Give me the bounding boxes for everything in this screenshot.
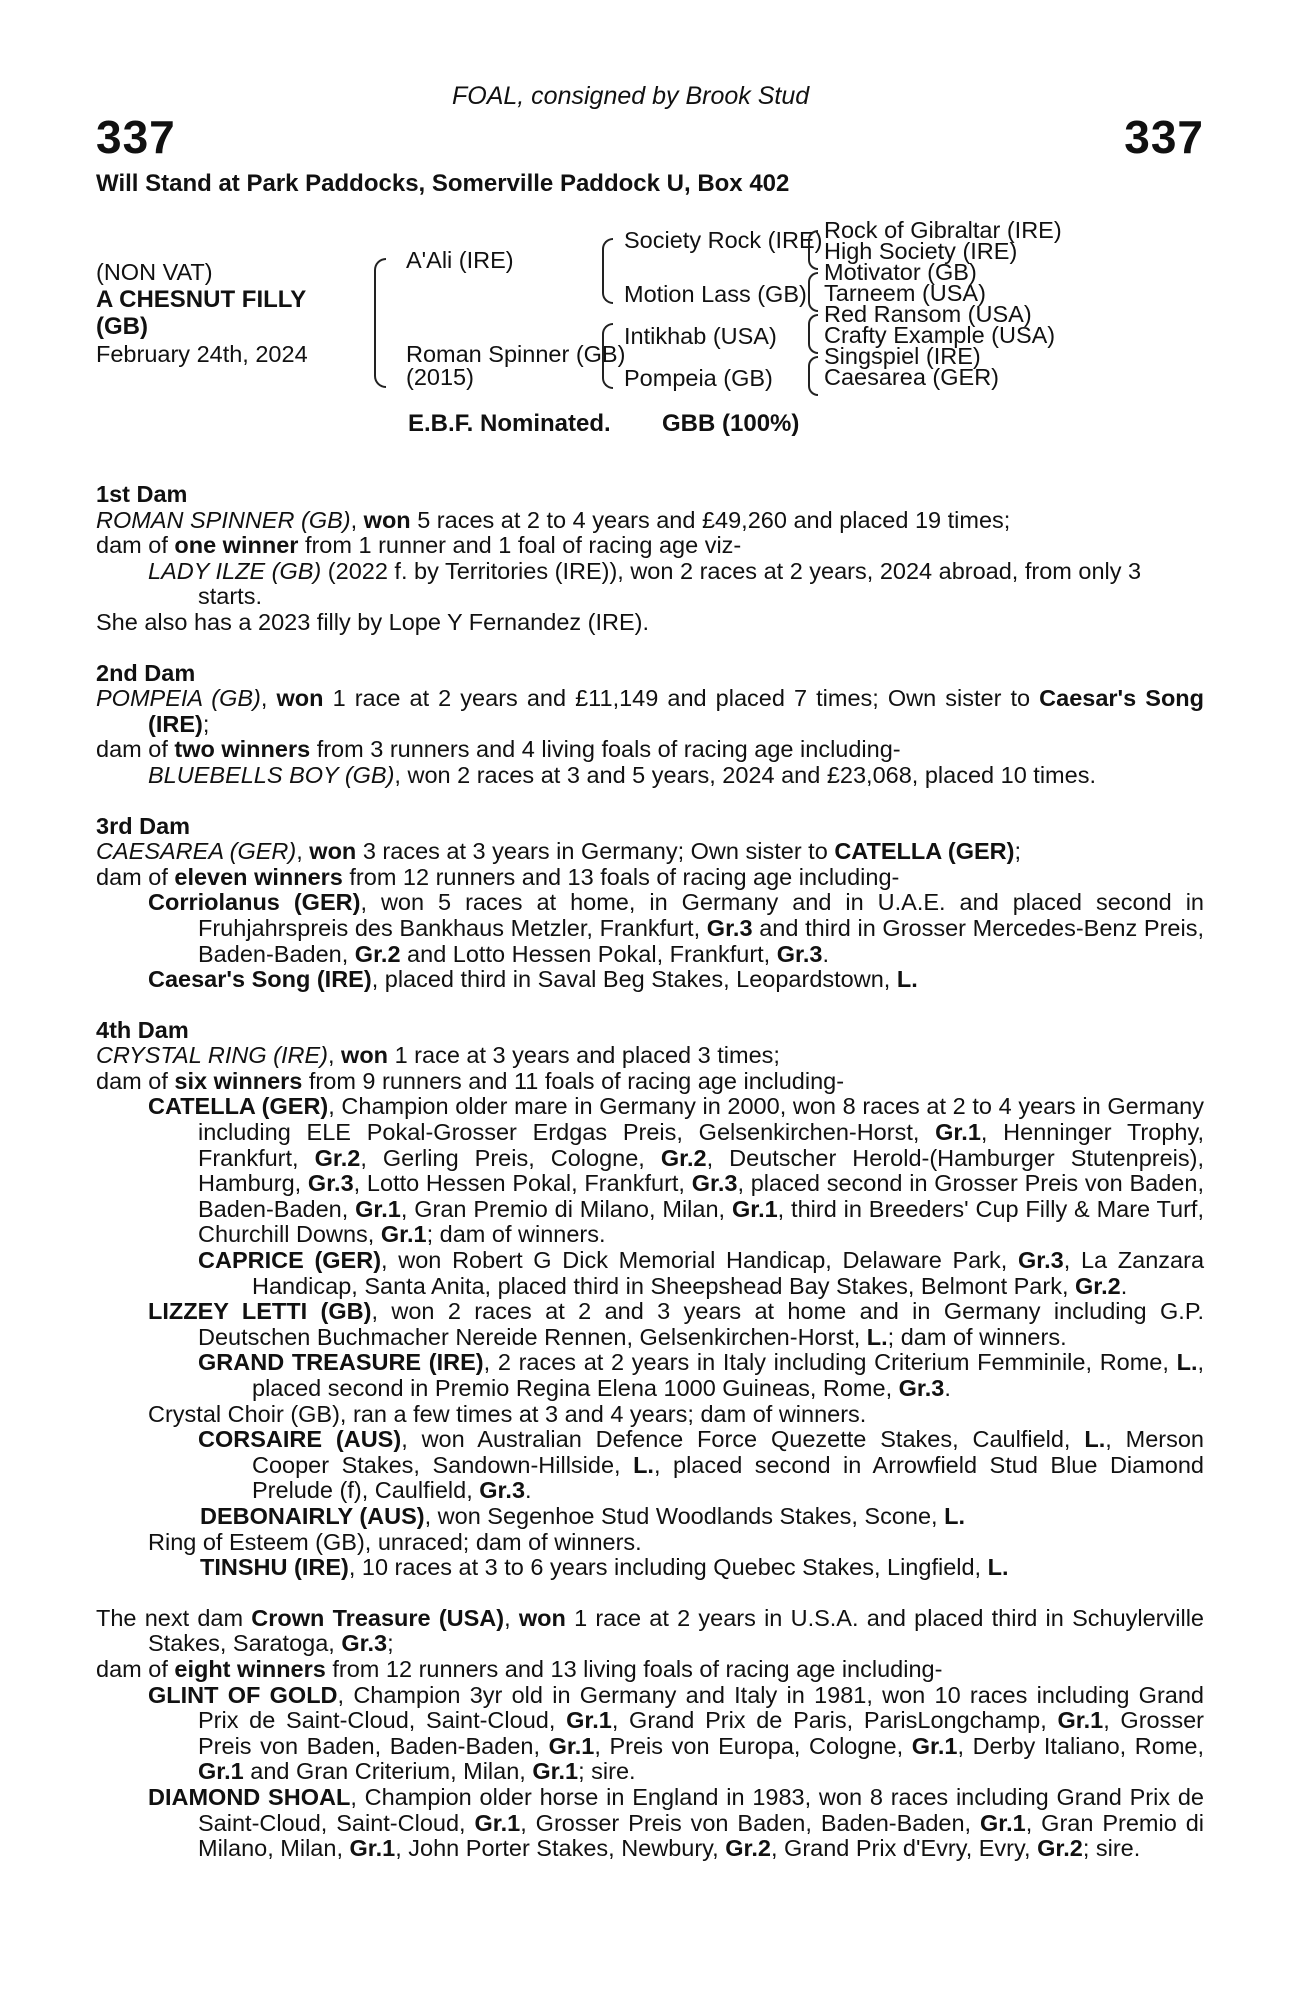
produce-corsaire: CORSAIRE (AUS), won Australian Defence Force Quezette Stakes, Caulfield, L., Merson Cooper Stakes, Sandown-Hillside, L., placed second in Arrowfield Stud Blue Diamond Prelude (f), Caulfield, Gr.3. <box>198 1426 1204 1504</box>
horse-name: A CHESNUT FILLY <box>96 286 307 313</box>
brace-g1 <box>808 230 818 270</box>
gg-8: Caesarea (GER) <box>824 364 999 390</box>
third-dam-title: 3rd Dam <box>96 812 191 839</box>
brace-g4 <box>808 356 818 396</box>
dam: Roman Spinner (GB) <box>406 341 626 367</box>
third-dam-produce: dam of eleven winners from 12 runners and 13 foals of racing age including- <box>96 863 900 890</box>
gg-1: Rock of Gibraltar (IRE) <box>824 217 1062 243</box>
gbb-status: GBB (100%) <box>662 410 800 437</box>
produce-tinshu: TINSHU (IRE), 10 races at 3 to 6 years including Quebec Stakes, Lingfield, L. <box>200 1554 1009 1581</box>
produce-corriolanus: Corriolanus (GER), won 5 races at home, in Germany and in U.A.E. and placed second in Fruhjahrspreis des Bankhaus Metzler, Frankfurt, Gr.3 and third in Grosser Mercedes-Benz Preis, Baden-Baden, Gr.2 and Lotto Hessen Pokal, Frankfurt, Gr.3. <box>148 889 1205 967</box>
gg-7: Singspiel (IRE) <box>824 343 981 369</box>
gg-5: Red Ransom (USA) <box>824 301 1032 327</box>
gg-4: Tarneem (USA) <box>824 280 986 306</box>
second-dam-text: POMPEIA (GB), won 1 race at 2 years and £11,149 and placed 7 times; Own sister to Caesar's Song (IRE); <box>96 685 1205 737</box>
lot-number-left: 337 <box>96 111 176 163</box>
dam-year: (2015) <box>406 364 474 390</box>
brace-gen1 <box>374 258 386 388</box>
produce-grand-treasure: GRAND TREASURE (IRE), 2 races at 2 years in Italy including Criterium Femminile, Rome, L., placed second in Premio Regina Elena 1000 Guineas, Rome, Gr.3. <box>198 1349 1205 1401</box>
lot-number-right: 337 <box>1124 111 1204 163</box>
produce-catella: CATELLA (GER), Champion older mare in Germany in 2000, won 8 races at 2 to 4 years in Germany including ELE Pokal-Grosser Erdgas Preis, Gelsenkirchen-Horst, Gr.1, Henninger Trophy, Frankfurt, Gr.2, Gerling Preis, Cologne, Gr.2, Deutscher Herold-(Hamburger Stutenpreis), Hamburg, Gr.3, Lotto Hessen Pokal, Frankfurt, Gr.3, placed second in Grosser Preis von Baden, Baden-Baden, Gr.1, Gran Premio di Milano, Milan, Gr.1, third in Breeders' Cup Filly & Mare Turf, Churchill Downs, Gr.1; dam of winners. <box>148 1093 1205 1248</box>
produce-caesars-song: Caesar's Song (IRE), placed third in Saval Beg Stakes, Leopardstown, L. <box>148 966 918 993</box>
gg-6: Crafty Example (USA) <box>824 322 1056 348</box>
produce-debonairly: DEBONAIRLY (AUS), won Segenhoe Stud Woodlands Stakes, Scone, L. <box>200 1502 966 1529</box>
produce-diamond-shoal: DIAMOND SHOAL, Champion older horse in England in 1983, won 8 races including Grand Prix de Saint-Cloud, Saint-Cloud, Gr.1, Grosser Preis von Baden, Baden-Baden, Gr.1, Gran Premio di Milano, Milan, Gr.1, John Porter Stakes, Newbury, Gr.2, Grand Prix d'Evry, Evry, Gr.2; sire. <box>148 1783 1204 1862</box>
fourth-dam-title: 4th Dam <box>96 1016 189 1043</box>
first-dam-produce: dam of one winner from 1 runner and 1 foal of racing age viz- <box>96 532 742 559</box>
ebf-status: E.B.F. Nominated. <box>408 410 611 437</box>
sire-dam: Motion Lass (GB) <box>624 281 807 307</box>
sire-sire: Society Rock (IRE) <box>624 227 823 253</box>
fourth-dam-produce: dam of six winners from 9 runners and 11 foals of racing age including- <box>96 1067 845 1094</box>
produce-lizzey-letti: LIZZEY LETTI (GB), won 2 races at 2 and 3 years at home and in Germany including G.P. Deutschen Buchmacher Nereide Rennen, Gelsenkirchen-Horst, L.; dam of winners. <box>148 1298 1204 1350</box>
horse-country: (GB) <box>96 313 148 340</box>
produce-lady-ilze: LADY ILZE (GB) (2022 f. by Territories (IRE)), won 2 races at 2 years, 2024 abroad, from only 3 starts. <box>148 557 1142 610</box>
dam-sire: Intikhab (USA) <box>624 323 777 349</box>
gg-3: Motivator (GB) <box>824 259 977 285</box>
dam-dam: Pompeia (GB) <box>624 365 773 391</box>
next-dam-produce: dam of eight winners from 12 runners and 13 living foals of racing age including- <box>96 1655 943 1682</box>
second-dam-title: 2nd Dam <box>96 659 196 686</box>
brace-g3 <box>808 314 818 354</box>
produce-caprice: CAPRICE (GER), won Robert G Dick Memorial Handicap, Delaware Park, Gr.3, La Zanzara Handicap, Santa Anita, placed third in Sheepshead Bay Stakes, Belmont Park, Gr.2. <box>198 1247 1205 1299</box>
first-dam-title: 1st Dam <box>96 481 188 507</box>
second-dam-produce: dam of two winners from 3 runners and 4 living foals of racing age including- <box>96 736 901 763</box>
third-dam-text: CAESAREA (GER), won 3 races at 3 years in Germany; Own sister to CATELLA (GER); <box>96 838 1021 865</box>
produce-crystal-choir: Crystal Choir (GB), ran a few times at 3 and 4 years; dam of winners. <box>148 1400 867 1427</box>
first-dam-note: She also has a 2023 filly by Lope Y Fernandez (IRE). <box>96 608 650 635</box>
vat-status: (NON VAT) <box>96 259 213 285</box>
produce-ring-of-esteem: Ring of Esteem (GB), unraced; dam of winners. <box>148 1528 642 1555</box>
consignment: FOAL, consigned by Brook Stud <box>452 82 810 110</box>
brace-dam <box>602 323 613 389</box>
produce-bluebells-boy: BLUEBELLS BOY (GB), won 2 races at 3 and 5 years, 2024 and £23,068, placed 10 times. <box>148 761 1096 788</box>
fourth-dam-text: CRYSTAL RING (IRE), won 1 race at 3 years and placed 3 times; <box>96 1042 780 1069</box>
next-dam-text: The next dam Crown Treasure (USA), won 1 race at 2 years in U.S.A. and placed third in Schuylerville Stakes, Saratoga, Gr.3; <box>96 1604 1204 1657</box>
brace-sire <box>602 238 613 304</box>
brace-g2 <box>808 272 818 312</box>
first-dam-text: ROMAN SPINNER (GB), won 5 races at 2 to 4 years and £49,260 and placed 19 times; <box>96 506 1011 533</box>
gg-2: High Society (IRE) <box>824 238 1018 264</box>
pedigree-notes <box>96 482 1204 1862</box>
stand-location: Will Stand at Park Paddocks, Somerville Paddock U, Box 402 <box>96 170 790 197</box>
foaling-date: February 24th, 2024 <box>96 341 308 367</box>
sire: A'Ali (IRE) <box>406 247 514 273</box>
produce-glint-of-gold: GLINT OF GOLD, Champion 3yr old in Germany and Italy in 1981, won 10 races including Grand Prix de Saint-Cloud, Saint-Cloud, Gr.1, Grand Prix de Paris, ParisLongchamp, Gr.1, Grosser Preis von Baden, Baden-Baden, Gr.1, Preis von Europa, Cologne, Gr.1, Derby Italiano, Rome, Gr.1 and Gran Criterium, Milan, Gr.1; sire. <box>148 1681 1205 1785</box>
